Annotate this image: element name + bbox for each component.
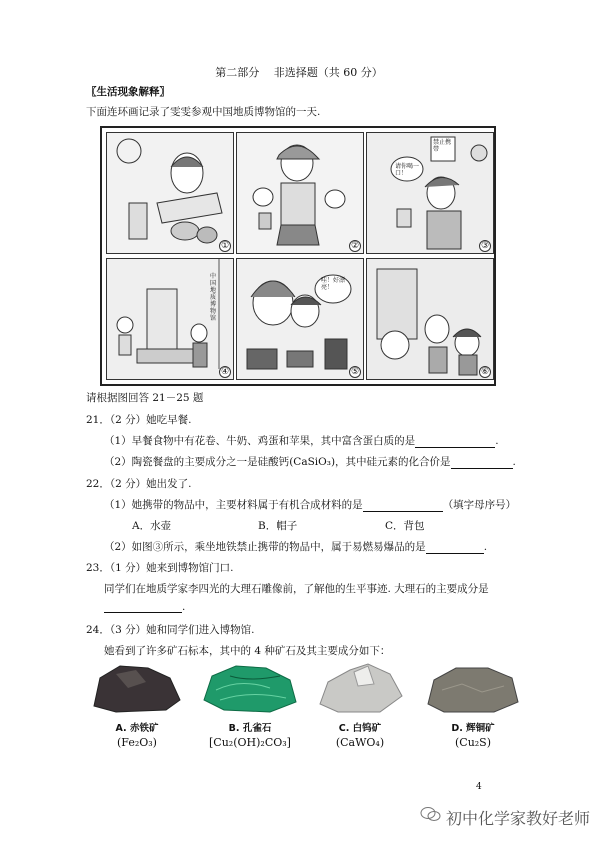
q23-heading: 23．（1 分）她来到博物馆门口. <box>86 562 234 574</box>
q22-part1 <box>104 497 516 512</box>
q21-part1 <box>104 433 499 448</box>
wechat-icon <box>420 806 442 822</box>
q21-part2-text: （2）陶瓷餐盘的主要成分之一是硅酸钙 <box>104 456 290 468</box>
section-heading: 〖生活现象解释〗 <box>86 86 170 98</box>
panel-number: ⑤ <box>350 367 360 377</box>
museum-sign: 中国地质博物馆 <box>210 273 217 322</box>
option-a: A．水壶 <box>132 520 172 532</box>
panel-number: ② <box>350 241 360 251</box>
mineral-formula-b: [Cu₂(OH)₂CO₃] <box>209 736 291 749</box>
answer-blank[interactable] <box>415 437 495 448</box>
answer-blank[interactable] <box>104 602 182 613</box>
mineral-formula-c: (CaWO₄) <box>335 736 385 749</box>
page-number: 4 <box>476 782 482 792</box>
q23-answer-line <box>104 601 185 613</box>
mineral-label-a: A. 赤铁矿 <box>115 723 159 734</box>
comic-panel-3 <box>366 132 494 254</box>
mineral-image-scheelite <box>310 660 410 714</box>
q21-part2-end: . <box>512 456 516 468</box>
q22-heading: 22．（2 分）她出发了. <box>86 478 192 490</box>
q21-heading: 21．（2 分）她吃早餐. <box>86 414 192 426</box>
option-b: B．帽子 <box>258 520 298 532</box>
comic-panel-6 <box>366 258 494 380</box>
intro-text: 下面连环画记录了雯雯参观中国地质博物馆的一天. <box>86 106 321 118</box>
comic-panel-1 <box>106 132 234 254</box>
q21-part2-text-b: ，其中硅元素的化合价是 <box>335 456 451 468</box>
q22-part2-text: （2）如图③所示，乘坐地铁禁止携带的物品中，属于易燃易爆品的是 <box>104 541 426 553</box>
comic-panel-2 <box>236 132 364 254</box>
panel-sign: 禁止携带 <box>433 139 452 153</box>
speech-bubble: 哇！好漂亮！ <box>321 277 346 291</box>
q22-part2-end: . <box>483 541 488 553</box>
q22-part2 <box>104 539 487 554</box>
answer-blank[interactable] <box>451 458 513 469</box>
formula-casio3: (CaSiO₃) <box>289 456 336 468</box>
q23-text: 同学们在地质学家李四光的大理石雕像前，了解他的生平事迹. 大理石的主要成分是 <box>104 583 489 595</box>
panel-number: ③ <box>480 241 490 251</box>
mineral-formula-a: (Fe₂O₃) <box>117 736 157 749</box>
prompt-text: 请根据图回答 21－25 题 <box>86 392 204 404</box>
mineral-formula-d: (Cu₂S) <box>454 736 492 749</box>
panel-number: ① <box>220 241 230 251</box>
q24-heading: 24．（3 分）她和同学们进入博物馆. <box>86 624 255 636</box>
comic-panel-5 <box>236 258 364 380</box>
mineral-label-d: D. 辉铜矿 <box>451 723 495 734</box>
mineral-image-chalcocite <box>422 660 522 714</box>
option-c: C．背包 <box>385 520 425 532</box>
q24-text: 她看到了许多矿石标本，其中的 4 种矿石及其主要成分如下： <box>104 645 391 657</box>
mineral-label-c: C. 白钨矿 <box>338 723 382 734</box>
panel-number: ⑥ <box>480 367 490 377</box>
q23-end: . <box>182 601 186 613</box>
speech-bubble: 请你喝一口！ <box>395 163 420 177</box>
comic-panel-4 <box>106 258 234 380</box>
comic-strip <box>100 126 496 386</box>
panel-number: ④ <box>220 367 230 377</box>
q21-part1-text: （1）早餐食物中有花卷、牛奶、鸡蛋和苹果，其中富含蛋白质的是 <box>104 435 416 447</box>
q21-part2 <box>104 454 516 469</box>
answer-blank[interactable] <box>426 543 484 554</box>
watermark: 初中化学家教好老师 <box>446 809 591 828</box>
section-title: 第二部分 非选择题（共 60 分） <box>215 66 383 79</box>
mineral-image-hematite <box>86 660 186 714</box>
mineral-image-malachite <box>200 660 300 714</box>
answer-blank[interactable] <box>363 501 443 512</box>
mineral-label-b: B. 孔雀石 <box>228 723 272 734</box>
q21-part1-end: . <box>495 435 499 447</box>
q22-part1-tail: （填字母序号） <box>442 499 517 511</box>
q22-part1-text: （1）她携带的物品中，主要材料属于有机合成材料的是 <box>104 499 363 511</box>
